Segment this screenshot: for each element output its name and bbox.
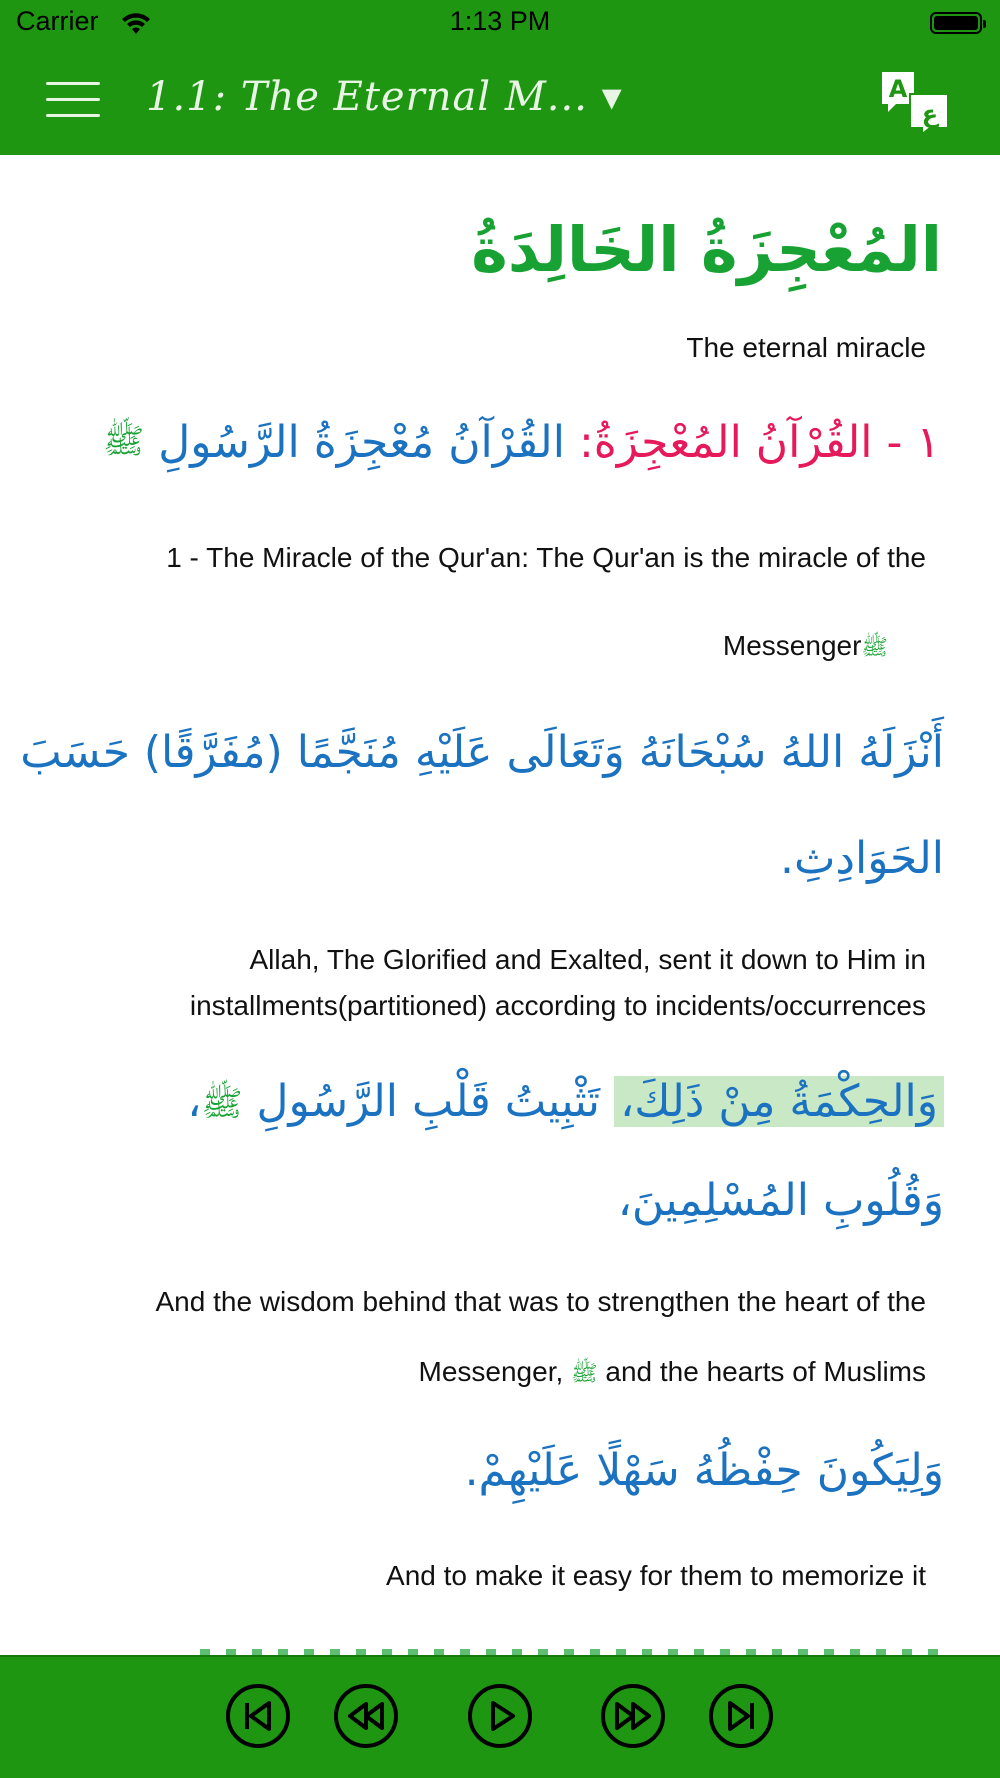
audio-player-bar — [0, 1655, 1000, 1778]
fast-forward-icon[interactable] — [600, 1683, 666, 1749]
heading-number: ١ - — [886, 417, 940, 468]
translate-icon[interactable] — [880, 70, 952, 134]
verse2-english-messenger: Messenger, — [418, 1356, 564, 1387]
heading-english-line1: 1 - The Miracle of the Qur'an: The Qur'an is the miracle of the — [166, 542, 926, 573]
play-icon[interactable] — [467, 1683, 533, 1749]
verse1-english-line1: Allah, The Glorified and Exalted, sent it down to Him in — [249, 944, 926, 975]
verse2-arabic-line2[interactable]: وَقُلُوبِ المُسْلِمِينَ، — [617, 1175, 944, 1226]
skip-to-end-icon[interactable] — [708, 1683, 774, 1749]
verse1-arabic-line1[interactable]: أَنْزَلَهُ اللهُ سُبْحَانَهُ وَتَعَالَى عَلَيْهِ مُنَجَّمًا (مُفَرَّقًا) حَسَبَ — [20, 727, 944, 778]
lesson-picker[interactable]: 1.1: The Eternal M... ▾ — [146, 74, 623, 120]
heading-english-line2 — [723, 623, 888, 671]
verse1-arabic-line2[interactable]: الحَوَادِثِ. — [780, 833, 944, 884]
verse2-english-line2 — [419, 1349, 926, 1397]
skip-to-start-icon[interactable] — [225, 1683, 291, 1749]
heading-arabic-pink: القُرْآنُ المُعْجِزَةُ: — [578, 417, 873, 468]
verse2-arabic-rest: تَثْبِيتُ قَلْبِ الرَّسُولِ — [256, 1076, 601, 1127]
verse1-english-line2: installments(partitioned) according to incidents/occurrences — [189, 990, 926, 1021]
heading-english-messenger: Messenger — [722, 630, 862, 661]
menu-icon[interactable] — [46, 80, 100, 120]
salawat-glyph: ﷺ — [861, 634, 888, 660]
salawat-glyph: ﷺ — [103, 421, 145, 462]
verse2-comma: ، — [187, 1076, 202, 1127]
heading-arabic[interactable] — [103, 417, 940, 470]
salawat-glyph: ﷺ — [571, 1360, 598, 1386]
status-time: 1:13 PM — [449, 6, 551, 36]
verse2-arabic-line1[interactable] — [187, 1065, 944, 1141]
verse2-english-line1: And the wisdom behind that was to strengthen the heart of the — [155, 1286, 926, 1317]
heading-arabic-blue: القُرْآنُ مُعْجِزَةُ الرَّسُولِ — [158, 417, 565, 468]
battery-icon — [930, 12, 982, 34]
verse2-highlighted-segment[interactable]: وَالحِكْمَةُ مِنْ ذَلِكَ، — [614, 1076, 944, 1127]
lesson-content — [0, 155, 1000, 1655]
nav-bar — [0, 48, 1000, 155]
lesson-title-english: The eternal miracle — [686, 332, 926, 363]
translate-latin-letter: A — [888, 75, 908, 103]
verse2-english-hearts: and the hearts of Muslims — [605, 1356, 926, 1387]
salawat-glyph: ﷺ — [201, 1084, 243, 1124]
lesson-title-arabic: المُعْجِزَةُ الخَالِدَةُ — [471, 213, 942, 286]
verse3-english: And to make it easy for them to memorize it — [386, 1560, 926, 1591]
translate-arabic-letter: ع — [921, 100, 939, 128]
rewind-icon[interactable] — [333, 1683, 399, 1749]
carrier-label: Carrier — [16, 6, 99, 36]
status-bar — [0, 0, 1000, 48]
verse3-arabic[interactable]: وَلِيَكُونَ حِفْظُهُ سَهْلًا عَلَيْهِمْ. — [464, 1445, 944, 1496]
